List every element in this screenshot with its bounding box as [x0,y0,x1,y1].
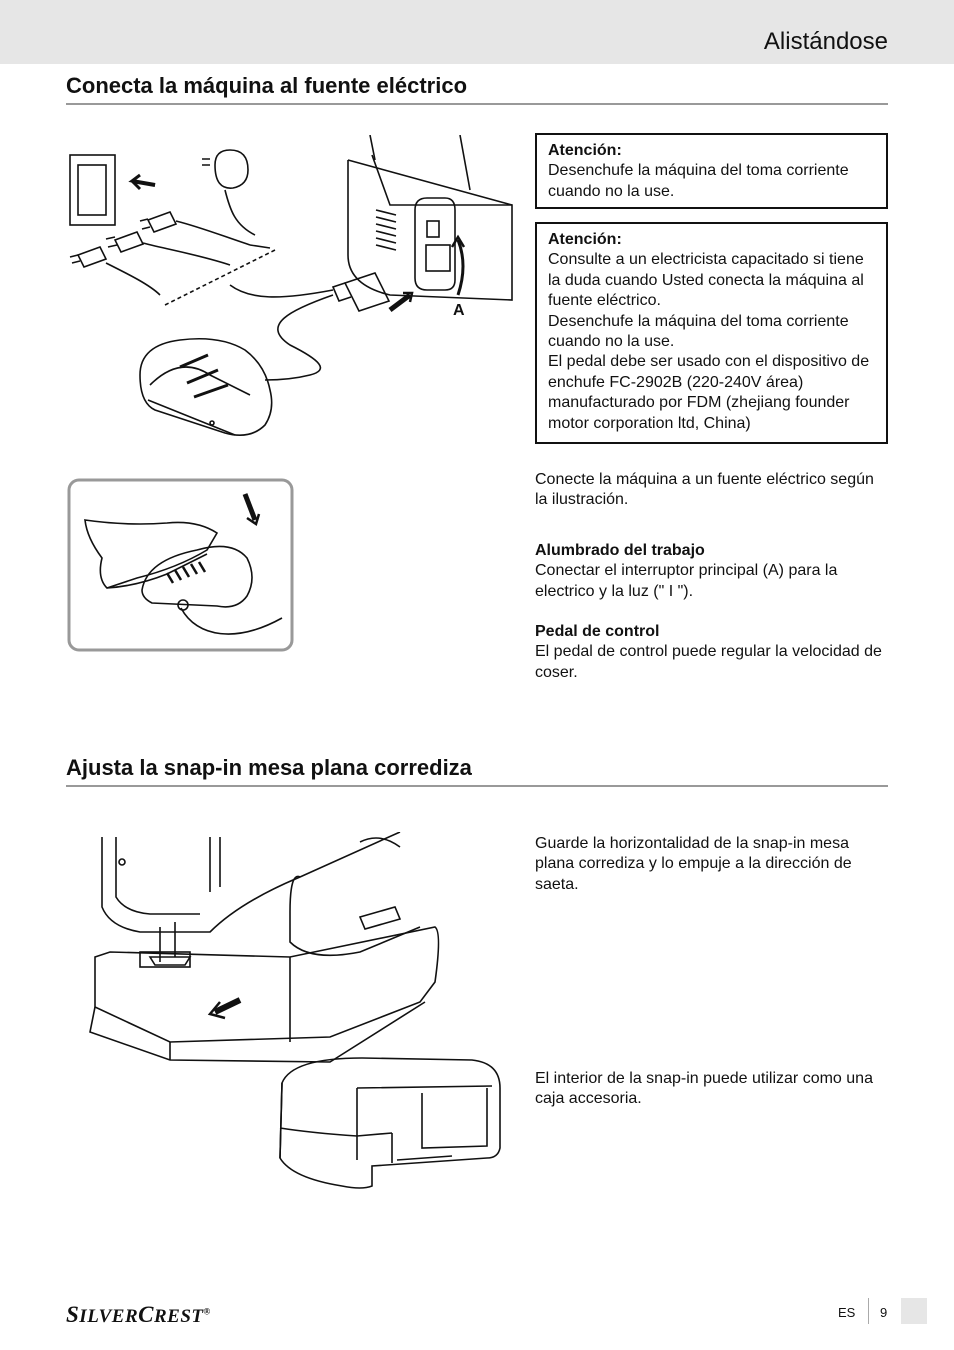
attention-text-2b: Desenchufe la máquina del toma corriente cuando no la use. [548,312,849,351]
accessory-box-illustration [272,1048,508,1193]
attention-text-1: Desenchufe la máquina del toma corriente cuando no la use. [548,162,849,200]
foot-pedal-heading: Pedal de control [535,623,660,640]
section-rule [66,785,888,787]
power-connection-illustration [60,135,516,445]
attention-box-1 [535,133,888,209]
attention-text-2a: Consulte a un electricista capacitado si tiene la duda cuando Usted conecta la máquina al fuente eléctrico. [548,251,864,310]
header-title: Alistándose [763,28,888,55]
attention-text-2c: El pedal debe ser usado con el dispositivo de enchufe FC-2902B (220-240V área) manufacturado por FDM (zhejiang founder motor corporation ltd, China) [548,353,870,432]
brand-logo: SILVERCREST® [66,1302,211,1327]
section-title-power: Conecta la máquina al fuente eléctrico [66,73,468,98]
work-light-text: Conectar el interruptor principal (A) para la electrico y la luz (" I "). [535,562,838,600]
attention-heading-2: Atención: [548,231,622,248]
language-code: ES [838,1305,856,1320]
foot-pedal-block [535,622,890,683]
figure-label-a: A [453,302,465,319]
footer-tab-marker [901,1298,927,1324]
sliding-table-instruction: Guarde la horizontalidad de la snap-in mesa plana corrediza y lo empuje a la dirección de saeta. [535,835,852,893]
attention-heading-1: Atención: [548,142,622,159]
accessory-box-instruction: El interior de la snap-in puede utilizar como una caja accesoria. [535,1070,873,1108]
connect-instruction: Conecte la máquina a un fuente eléctrico según la ilustración. [535,471,874,509]
section-title-table: Ajusta la snap-in mesa plana corrediza [66,755,472,780]
foot-pedal-text: El pedal de control puede regular la velocidad de coser. [535,643,882,681]
page-number: 9 [880,1305,888,1320]
section-rule [66,103,888,105]
work-light-block [535,541,890,602]
work-light-heading: Alumbrado del trabajo [535,542,705,559]
sliding-table-illustration [80,832,442,1072]
attention-box-2 [535,222,888,444]
footer-divider [868,1298,869,1324]
foot-pedal-illustration [67,478,295,654]
